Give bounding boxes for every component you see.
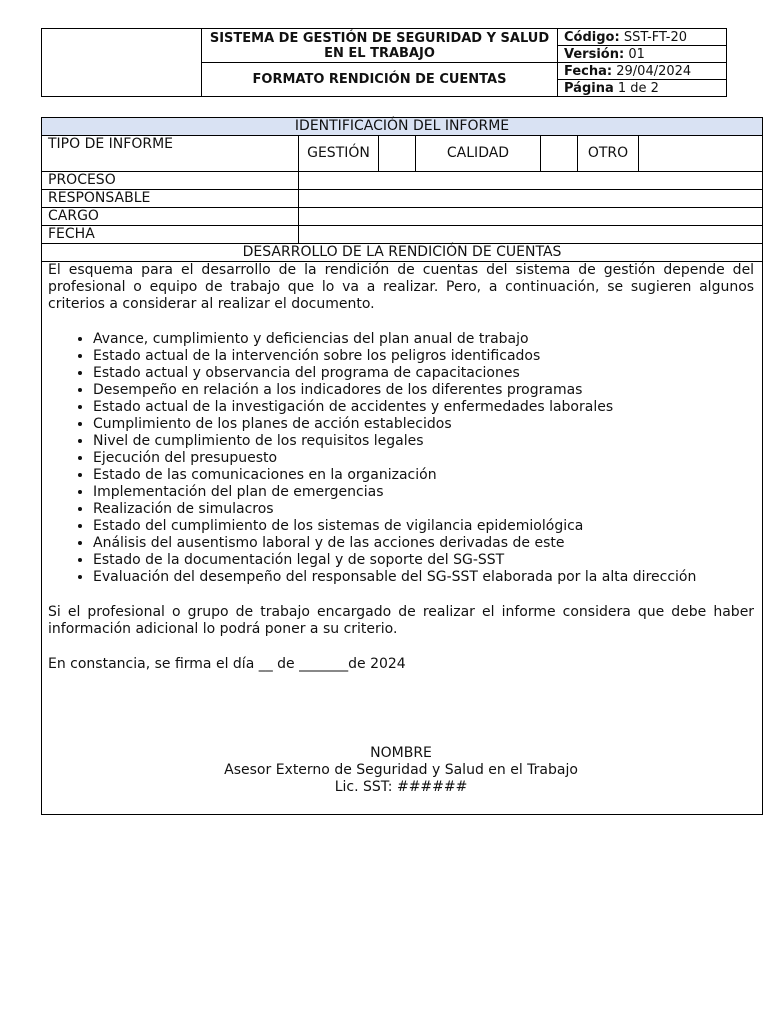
criteria-item: • Estado actual y observancia del programa de capacitaciones (93, 365, 754, 382)
date-value: 29/04/2024 (616, 63, 692, 79)
process-label: PROCESO (42, 172, 299, 190)
signature-block (48, 745, 754, 796)
page-label: Página (564, 80, 614, 96)
signature-role: Asesor Externo de Seguridad y Salud en el Trabajo (224, 762, 578, 778)
criteria-item: • Desempeño en relación a los indicadores de los diferentes programas (93, 382, 754, 399)
version-value: 01 (628, 46, 645, 62)
report-type-label: TIPO DE INFORME (42, 136, 299, 172)
document-header (41, 28, 727, 97)
closing-paragraph: Si el profesional o grupo de trabajo encargado de realizar el informe considera que debe haber información adicional lo podrá poner a su criterio. (48, 604, 755, 637)
logo-placeholder (42, 29, 202, 97)
position-field[interactable] (299, 208, 763, 226)
date-label-row: FECHA (42, 226, 299, 244)
version-label: Versión: (564, 46, 625, 62)
criteria-item: • Avance, cumplimiento y deficiencias del plan anual de trabajo (93, 331, 754, 348)
code-label: Código: (564, 29, 620, 45)
date-label: Fecha: (564, 63, 613, 79)
option-gestion-checkbox[interactable] (379, 136, 416, 172)
criteria-item: • Realización de simulacros (93, 501, 754, 518)
page-field (558, 80, 727, 97)
development-heading: DESARROLLO DE LA RENDICIÓN DE CUENTAS (42, 244, 763, 262)
criteria-item: • Análisis del ausentismo laboral y de las acciones derivadas de este (93, 535, 754, 552)
criteria-list (48, 331, 754, 586)
position-label: CARGO (42, 208, 299, 226)
system-title: SISTEMA DE GESTIÓN DE SEGURIDAD Y SALUD EN EL TRABAJO (202, 29, 558, 63)
process-field[interactable] (299, 172, 763, 190)
report-form (41, 117, 763, 815)
criteria-item: • Nivel de cumplimiento de los requisitos legales (93, 433, 754, 450)
attestation-line: En constancia, se firma el día __ de _______de 2024 (48, 656, 406, 672)
development-body (42, 262, 763, 815)
option-otro-field[interactable] (639, 136, 763, 172)
format-title: FORMATO RENDICIÓN DE CUENTAS (202, 63, 558, 97)
page-value: 1 de 2 (617, 80, 659, 96)
code-field (558, 29, 727, 46)
criteria-item: • Ejecución del presupuesto (93, 450, 754, 467)
option-calidad-checkbox[interactable] (541, 136, 578, 172)
criteria-item: • Estado actual de la intervención sobre los peligros identificados (93, 348, 754, 365)
identification-heading: IDENTIFICACIÓN DEL INFORME (42, 118, 763, 136)
version-field (558, 46, 727, 63)
date-field (558, 63, 727, 80)
date-input-field[interactable] (299, 226, 763, 244)
option-gestion-label: GESTIÓN (299, 136, 379, 172)
criteria-item: • Evaluación del desempeño del responsable del SG-SST elaborada por la alta dirección (93, 569, 754, 586)
responsible-field[interactable] (299, 190, 763, 208)
signature-license: Lic. SST: ###### (334, 779, 468, 795)
criteria-item: • Estado de la documentación legal y de soporte del SG-SST (93, 552, 754, 569)
criteria-item: • Estado actual de la investigación de accidentes y enfermedades laborales (93, 399, 754, 416)
criteria-item: • Estado del cumplimiento de los sistemas de vigilancia epidemiológica (93, 518, 754, 535)
criteria-item: • Implementación del plan de emergencias (93, 484, 754, 501)
option-calidad-label: CALIDAD (416, 136, 541, 172)
signature-name: NOMBRE (370, 745, 432, 761)
criteria-item: • Cumplimiento de los planes de acción establecidos (93, 416, 754, 433)
code-value: SST-FT-20 (623, 29, 687, 45)
intro-paragraph: El esquema para el desarrollo de la rendición de cuentas del sistema de gestión depende del profesional o equipo de trabajo que lo va a realizar. Pero, a continuación, se sugieren algunos criterios a considerar al realizar el documento. (48, 262, 755, 312)
criteria-item: • Estado de las comunicaciones en la organización (93, 467, 754, 484)
option-otro-label: OTRO (578, 136, 639, 172)
responsible-label: RESPONSABLE (42, 190, 299, 208)
